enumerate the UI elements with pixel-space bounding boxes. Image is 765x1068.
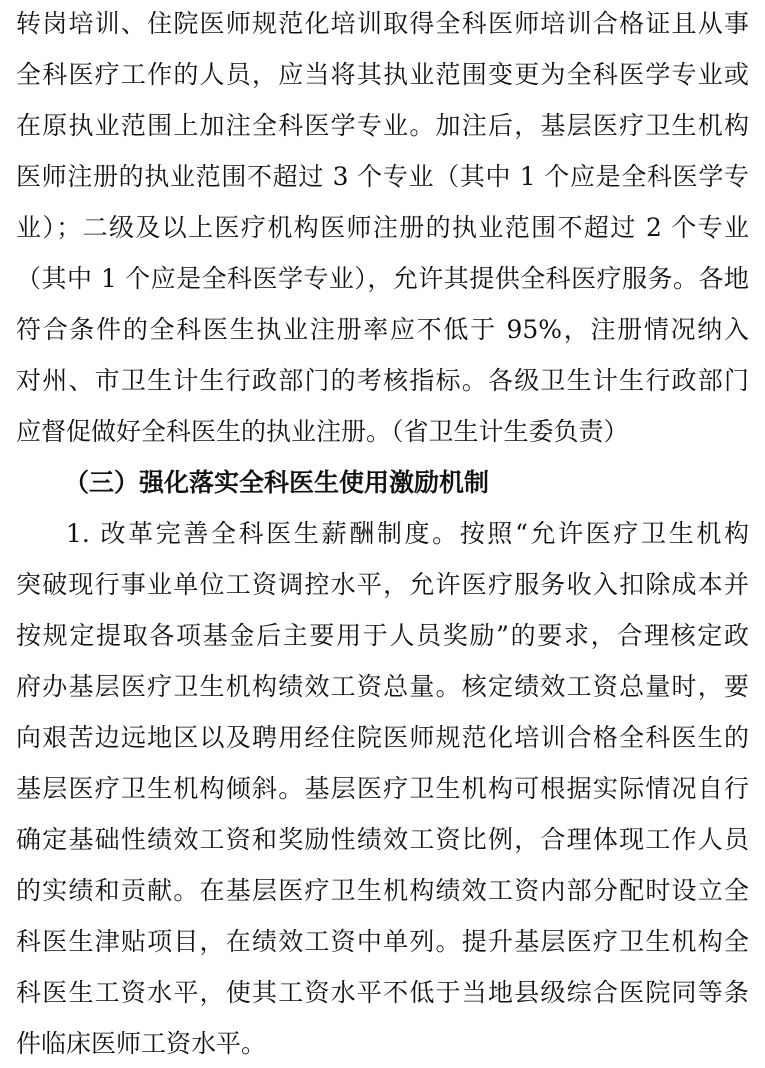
- text-line: 全科医疗工作的人员，应当将其执业范围变更为全科医学专业或: [16, 60, 749, 89]
- text-line: 应督促做好全科医生的执业注册。（省卫生计生委负责）: [16, 417, 629, 446]
- text-line: 按规定提取各项基金后主要用于人员奖励”的要求，合理核定政: [16, 621, 749, 650]
- text-line: 业）；二级及以上医疗机构医师注册的执业范围不超过 2 个专业: [16, 213, 749, 242]
- text-line: 基层医疗卫生机构倾斜。基层医疗卫生机构可根据实际情况自行: [16, 774, 749, 803]
- text-line: 1. 改革完善全科医生薪酬制度。按照“允许医疗卫生机构: [66, 519, 749, 548]
- text-line: 突破现行事业单位工资调控水平，允许医疗服务收入扣除成本并: [16, 570, 749, 599]
- text-line: 科医生津贴项目，在绩效工资中单列。提升基层医疗卫生机构全: [16, 927, 749, 956]
- text-line: （其中 1 个应是全科医学专业），允许其提供全科医疗服务。各地: [16, 264, 749, 293]
- text-line: 医师注册的执业范围不超过 3 个专业（其中 1 个应是全科医学专: [16, 162, 749, 191]
- text-line: 向艰苦边远地区以及聘用经住院医师规范化培训合格全科医生的: [16, 723, 749, 752]
- text-line: 在原执业范围上加注全科医学专业。加注后，基层医疗卫生机构: [16, 111, 749, 140]
- text-line: 科医生工资水平，使其工资水平不低于当地县级综合医院同等条: [16, 978, 749, 1007]
- text-line: 府办基层医疗卫生机构绩效工资总量。核定绩效工资总量时，要: [16, 672, 749, 701]
- text-line: 件临床医师工资水平。: [16, 1029, 267, 1058]
- text-line: 符合条件的全科医生执业注册率应不低于 95%，注册情况纳入: [16, 315, 749, 344]
- text-line: 转岗培训、住院医师规范化培训取得全科医师培训合格证且从事: [16, 9, 749, 38]
- text-line: 确定基础性绩效工资和奖励性绩效工资比例，合理体现工作人员: [16, 825, 749, 854]
- section-heading: （三）强化落实全科医生使用激励机制: [64, 468, 490, 497]
- text-line: 对州、市卫生计生行政部门的考核指标。各级卫生计生行政部门: [16, 366, 749, 395]
- text-line: 的实绩和贡献。在基层医疗卫生机构绩效工资内部分配时设立全: [16, 876, 749, 905]
